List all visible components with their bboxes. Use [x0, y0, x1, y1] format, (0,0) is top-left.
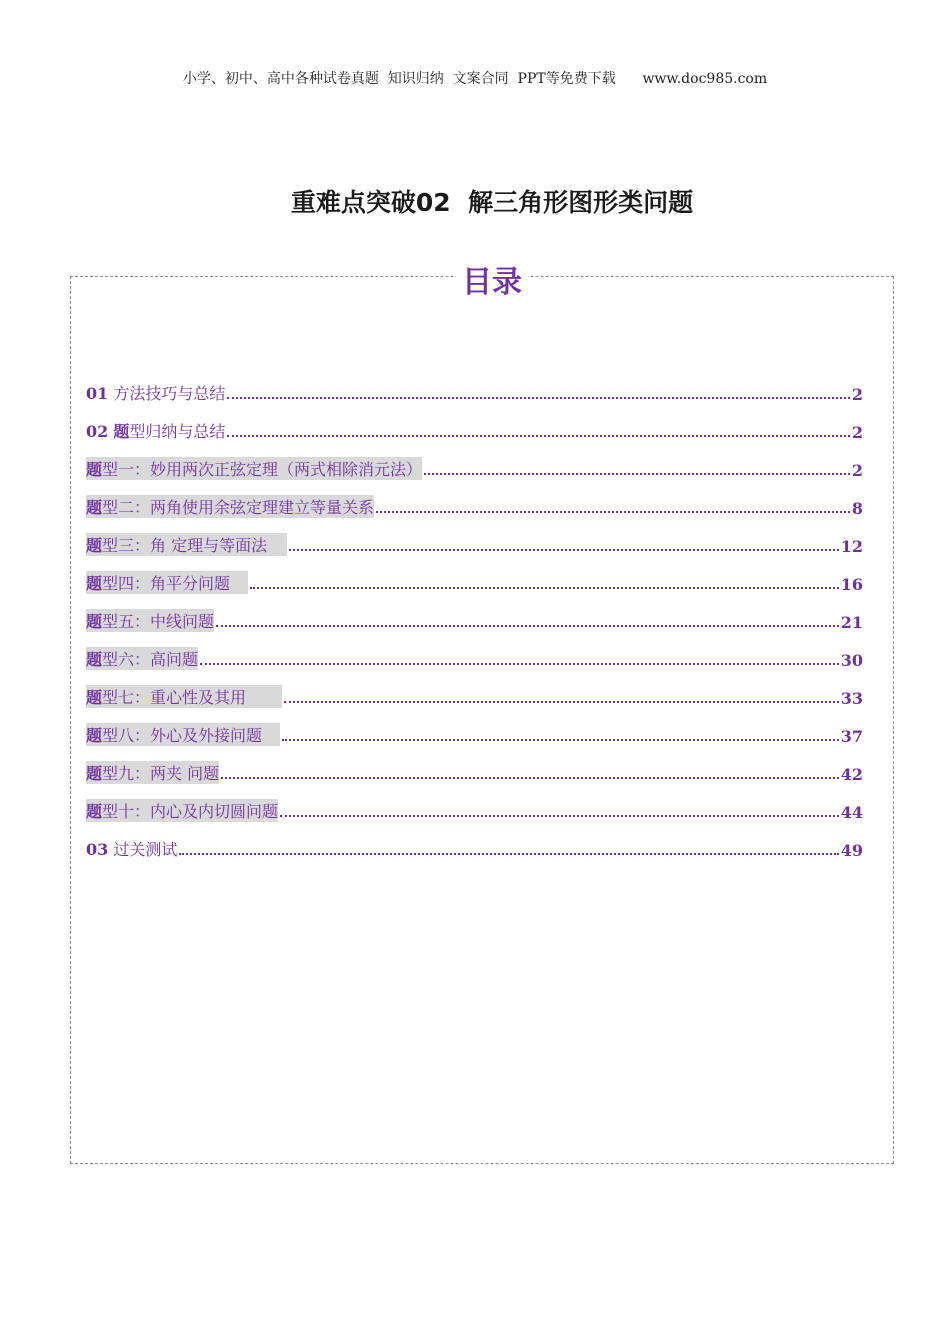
toc-item-label: 题型三：角 定理与等面法: [86, 533, 287, 556]
toc-leader-dots: [227, 434, 849, 437]
toc-item-4[interactable]: [86, 494, 863, 518]
toc-item-12[interactable]: [86, 798, 863, 822]
toc-item-1[interactable]: [86, 380, 863, 404]
toc-leader-dots: [282, 738, 839, 741]
toc-leader-dots: [216, 624, 839, 627]
toc-leader-dots: [200, 662, 839, 665]
toc-heading-text: 目录: [456, 265, 528, 300]
toc-item-page: 33: [840, 689, 863, 708]
toc-item-label: 题型四：角平分问题: [86, 571, 248, 594]
toc-item-11[interactable]: [86, 760, 863, 784]
toc-item-page: 49: [840, 841, 863, 860]
toc-item-page: 37: [840, 727, 863, 746]
toc-item-5[interactable]: [86, 532, 863, 556]
toc-item-page: 2: [851, 461, 863, 480]
toc-leader-dots: [424, 472, 850, 475]
toc-item-page: 30: [840, 651, 863, 670]
toc-item-page: 12: [840, 537, 863, 556]
toc-leader-dots: [280, 814, 839, 817]
toc-item-label: 题型七：重心性及其用: [86, 685, 282, 708]
toc-item-label: 题型六：高问题: [86, 647, 198, 670]
toc-item-8[interactable]: [86, 646, 863, 670]
toc-leader-dots: [289, 548, 839, 551]
toc-leader-dots: [250, 586, 839, 589]
toc-leader-dots: [284, 700, 839, 703]
toc-item-label: 题型五：中线问题: [86, 609, 214, 632]
toc-item-6[interactable]: [86, 570, 863, 594]
toc-item-9[interactable]: [86, 684, 863, 708]
toc-leader-dots: [376, 510, 850, 513]
toc-item-13[interactable]: [86, 836, 863, 860]
toc-item-10[interactable]: [86, 722, 863, 746]
toc-item-page: 2: [851, 385, 863, 404]
toc-box: [70, 276, 894, 1164]
toc-leader-dots: [221, 776, 839, 779]
toc-item-7[interactable]: [86, 608, 863, 632]
toc-item-page: 16: [840, 575, 863, 594]
document-title: 重难点突破02 解三角形图形类问题: [290, 188, 694, 217]
toc-item-page: 2: [851, 423, 863, 442]
toc-item-label: 03 过关测试: [86, 840, 178, 859]
toc-item-3[interactable]: [86, 456, 863, 480]
toc-item-label: 题型九：两夹 问题: [86, 761, 219, 784]
toc-item-page: 8: [851, 499, 863, 518]
toc-item-page: 21: [840, 613, 863, 632]
toc-item-label: 02 题型归纳与总结: [86, 422, 226, 441]
toc-leader-dots: [227, 396, 850, 399]
page-header: 小学、初中、高中各种试卷真题 知识归纳 文案合同 PPT等免费下载 www.doc985.com: [182, 71, 768, 87]
toc-heading: [0, 257, 950, 301]
toc-item-page: 44: [840, 803, 863, 822]
toc-leader-dots: [179, 852, 838, 855]
toc-item-label: 题型十：内心及内切圆问题: [86, 799, 278, 822]
toc-item-label: 题型一：妙用两次正弦定理（两式相除消元法）: [86, 457, 422, 480]
toc-item-2[interactable]: [86, 418, 863, 442]
toc-item-label: 题型八：外心及外接问题: [86, 723, 280, 746]
toc-item-page: 42: [840, 765, 863, 784]
toc-item-label: 题型二：两角使用余弦定理建立等量关系: [86, 495, 374, 518]
toc-item-label: 01 方法技巧与总结: [86, 384, 226, 403]
